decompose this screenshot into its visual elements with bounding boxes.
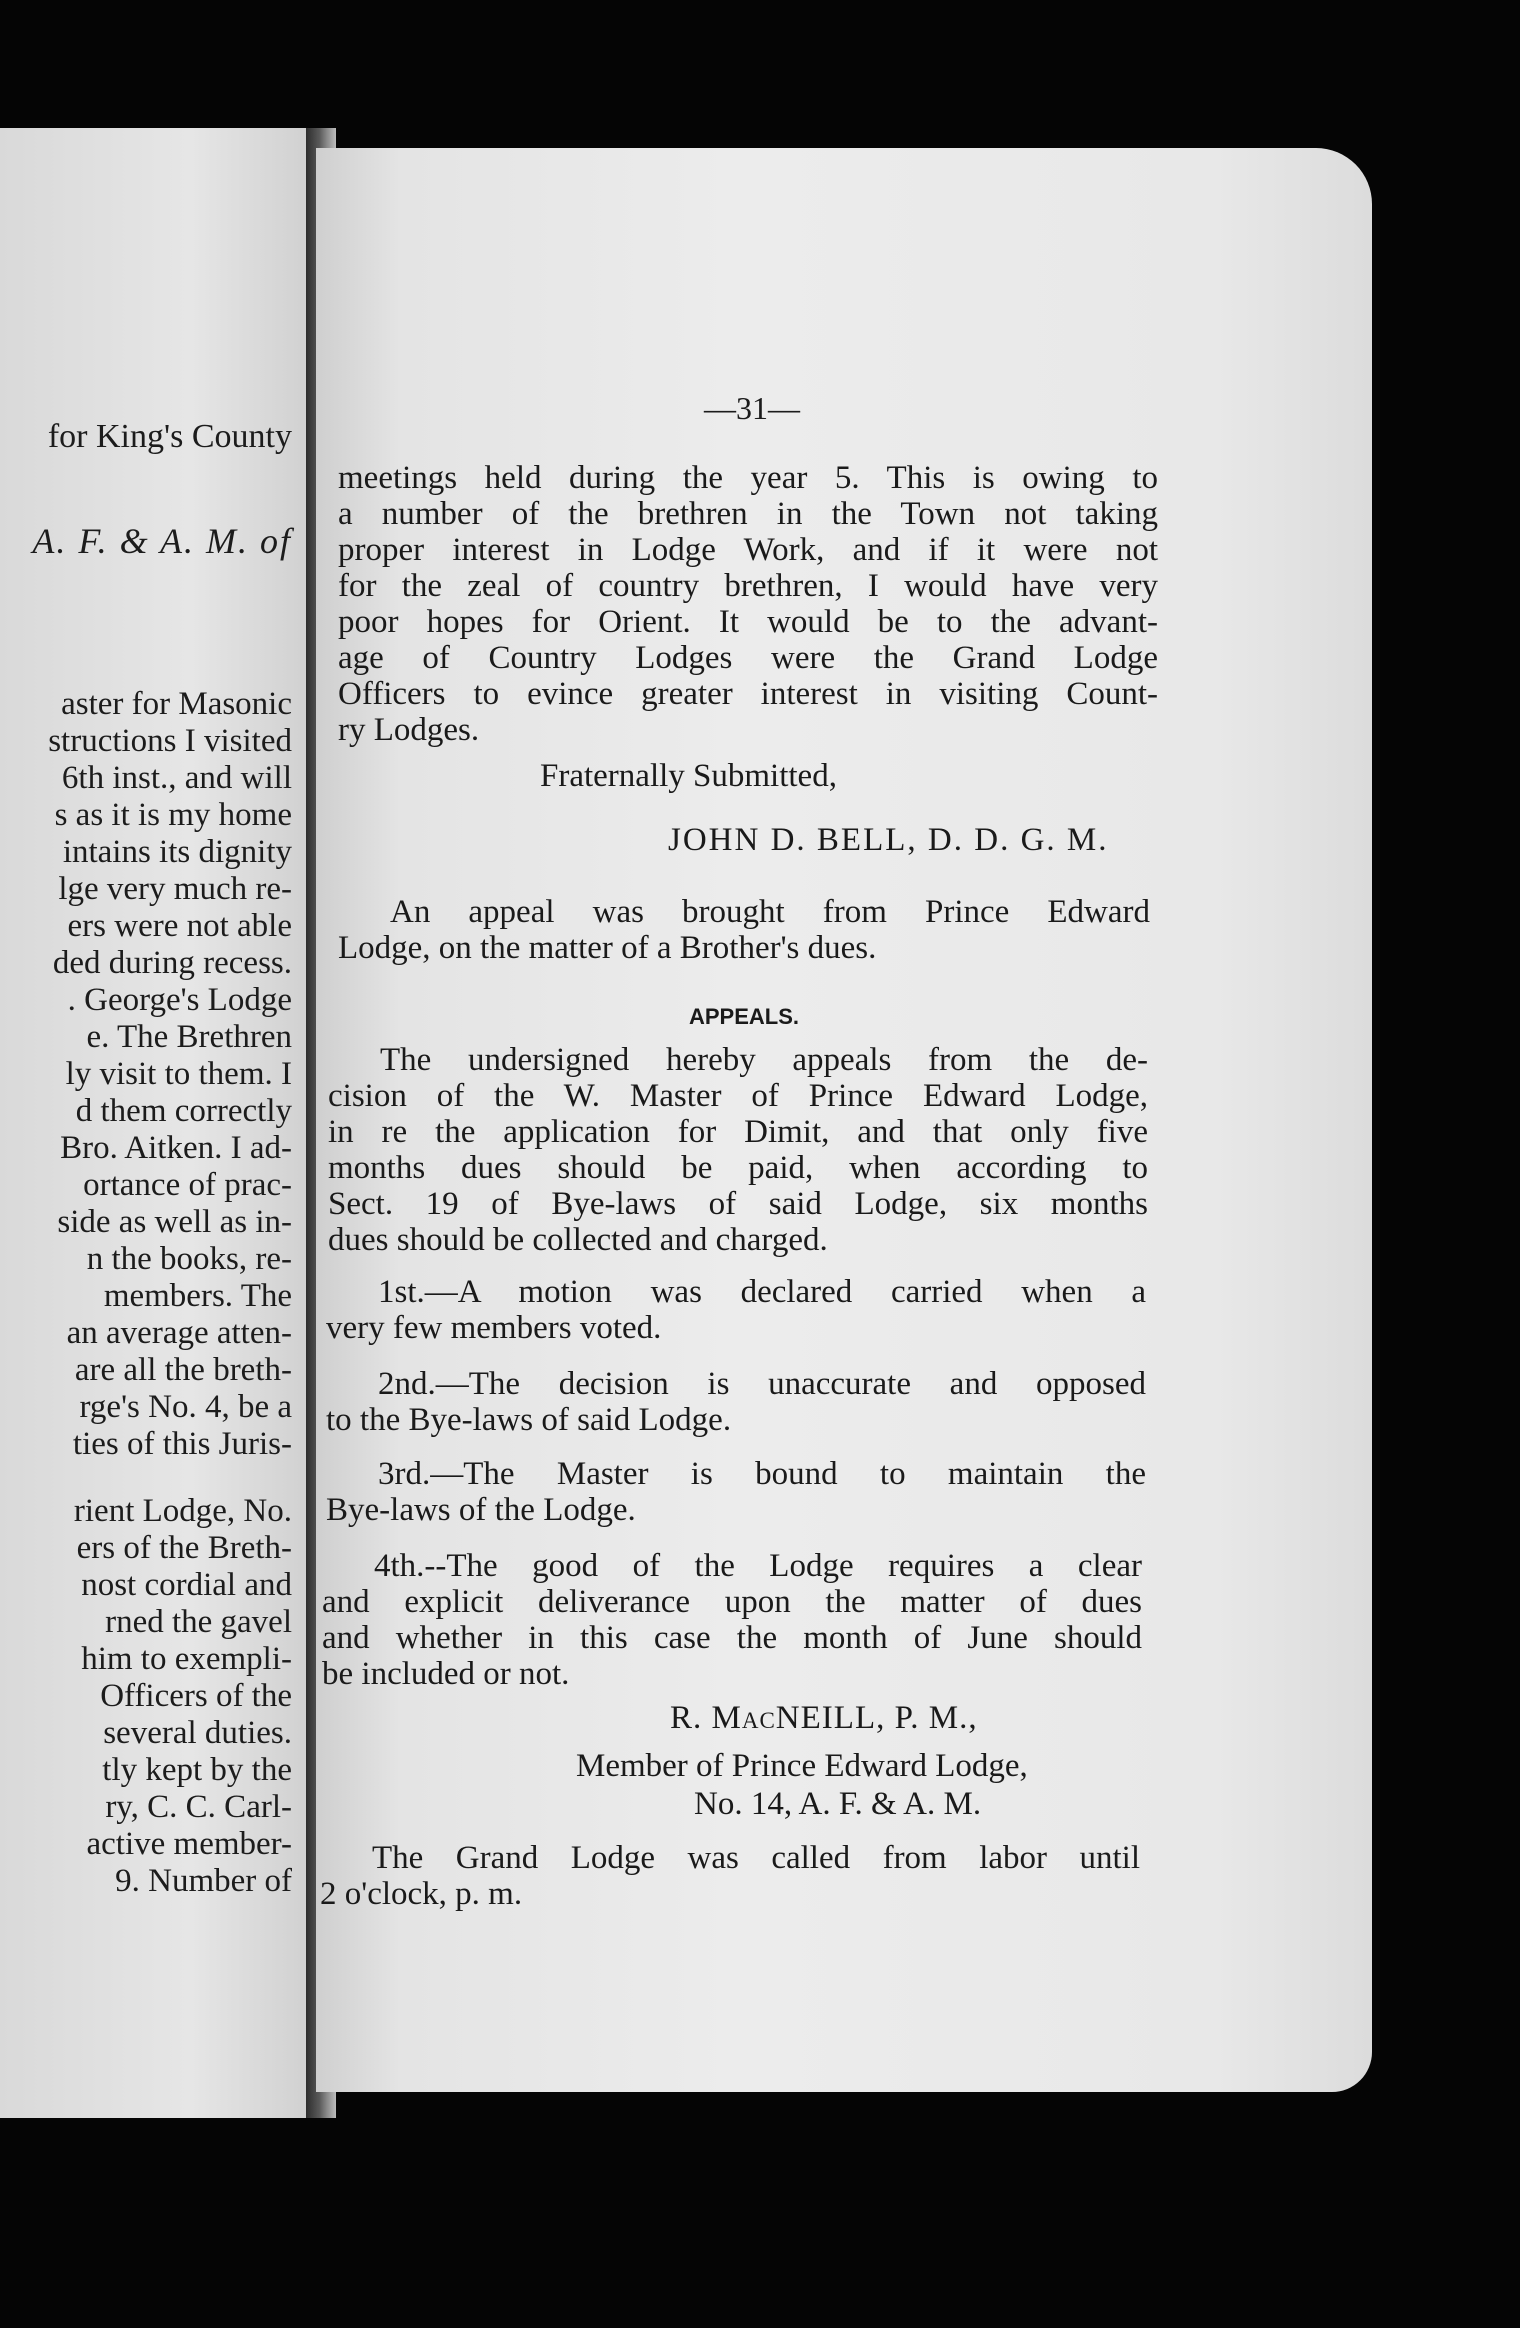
text-line: nost cordial and xyxy=(81,1567,292,1603)
text-line: and whether in this case the month of June should xyxy=(322,1620,1142,1656)
text-line: 2 o'clock, p. m. xyxy=(320,1876,523,1912)
text-line: ers were not able xyxy=(67,908,292,944)
text-line: 9. Number of xyxy=(115,1863,292,1899)
appellant-name: R. MacNEILL, P. M., xyxy=(670,1700,978,1736)
text-line: active member- xyxy=(86,1826,292,1862)
text-line: e. The Brethren xyxy=(86,1019,292,1055)
text-line: be included or not. xyxy=(322,1656,570,1692)
text-line: Sect. 19 of Bye-laws of said Lodge, six months xyxy=(328,1186,1148,1222)
text-line: Officers to evince greater interest in visiting Count- xyxy=(338,676,1158,712)
text-line: ry Lodges. xyxy=(338,712,480,748)
text-line: rge's No. 4, be a xyxy=(79,1389,292,1425)
text-line: Lodge, on the matter of a Brother's dues. xyxy=(338,930,877,966)
text-line: tly kept by the xyxy=(102,1752,292,1788)
text-line: structions I visited xyxy=(48,723,292,759)
text-line: 4th.--The good of the Lodge requires a clear xyxy=(374,1548,1142,1584)
text-line: side as well as in- xyxy=(57,1204,292,1240)
text-line: An appeal was brought from Prince Edward xyxy=(390,894,1150,930)
text-line: an average atten- xyxy=(66,1315,292,1351)
text-line: proper interest in Lodge Work, and if it were not xyxy=(338,532,1158,568)
text-line: Bye-laws of the Lodge. xyxy=(326,1492,636,1528)
page-number: —31— xyxy=(704,390,800,426)
text-line: ded during recess. xyxy=(52,945,292,981)
appellant-role-line-2: No. 14, A. F. & A. M. xyxy=(694,1786,982,1822)
appeals-heading: APPEALS. xyxy=(688,1004,800,1029)
text-line: several duties. xyxy=(103,1715,292,1751)
appellant-role-line-1: Member of Prince Edward Lodge, xyxy=(576,1748,1028,1784)
text-line: and explicit deliverance upon the matter of dues xyxy=(322,1584,1142,1620)
text-line: to the Bye-laws of said Lodge. xyxy=(326,1402,732,1438)
text-line: ry, C. C. Carl- xyxy=(105,1789,292,1825)
report-paragraph xyxy=(338,460,1158,748)
left-page xyxy=(0,128,318,2118)
text-line: The Grand Lodge was called from labor until xyxy=(372,1840,1140,1876)
text-line: d them correctly xyxy=(75,1093,292,1129)
text-line: 1st.—A motion was declared carried when a xyxy=(378,1274,1146,1310)
text-line: Bro. Aitken. I ad- xyxy=(60,1130,292,1166)
text-line: dues should be collected and charged. xyxy=(328,1222,828,1258)
point-3 xyxy=(326,1456,1146,1528)
text-line: rned the gavel xyxy=(105,1604,292,1640)
point-2 xyxy=(326,1366,1146,1438)
text-line: a number of the brethren in the Town not taking xyxy=(338,496,1158,532)
text-line: cision of the W. Master of Prince Edward Lodge, xyxy=(328,1078,1148,1114)
text-line: him to exempli- xyxy=(81,1641,292,1677)
closing-salutation: Fraternally Submitted, xyxy=(540,758,837,794)
appeals-heading-row xyxy=(338,1004,1150,1034)
paragraph-gap xyxy=(0,1463,292,1493)
text-line: 2nd.—The decision is unaccurate and opposed xyxy=(378,1366,1146,1402)
text-line: months dues should be paid, when according to xyxy=(328,1150,1148,1186)
text-line: n the books, re- xyxy=(86,1241,292,1277)
text-line: s as it is my home xyxy=(54,797,292,833)
point-4 xyxy=(322,1548,1142,1692)
text-line: ortance of prac- xyxy=(83,1167,292,1203)
text-line: very few members voted. xyxy=(326,1310,662,1346)
text-line: rient Lodge, No. xyxy=(73,1493,292,1529)
text-line: ties of this Juris- xyxy=(72,1426,292,1462)
signature: JOHN D. BELL, D. D. G. M. xyxy=(668,822,1109,858)
text-line: for the zeal of country brethren, I would have very xyxy=(338,568,1158,604)
text-line: 3rd.—The Master is bound to maintain the xyxy=(378,1456,1146,1492)
appeal-intro xyxy=(338,894,1150,966)
text-line: aster for Masonic xyxy=(61,686,292,722)
text-line: Officers of the xyxy=(100,1678,292,1714)
left-page-title: A. F. & A. M. of xyxy=(32,521,292,561)
text-line: meetings held during the year 5. This is owing to xyxy=(338,460,1158,496)
text-line: age of Country Lodges were the Grand Lodge xyxy=(338,640,1158,676)
text-line: intains its dignity xyxy=(62,834,292,870)
text-line: poor hopes for Orient. It would be to the advant- xyxy=(338,604,1158,640)
left-page-header: for King's County xyxy=(47,418,292,455)
left-page-body xyxy=(0,686,292,1900)
text-line: members. The xyxy=(103,1278,292,1314)
text-line: lge very much re- xyxy=(58,871,292,907)
text-line: ers of the Breth- xyxy=(76,1530,292,1566)
adjournment-paragraph xyxy=(320,1840,1140,1912)
text-line: 6th inst., and will xyxy=(61,760,292,796)
text-line: in re the application for Dimit, and that only five xyxy=(328,1114,1148,1150)
appeal-text xyxy=(328,1042,1148,1258)
point-1 xyxy=(326,1274,1146,1346)
text-line: The undersigned hereby appeals from the de- xyxy=(380,1042,1148,1078)
text-line: . George's Lodge xyxy=(67,982,292,1018)
text-line: are all the breth- xyxy=(74,1352,292,1388)
text-line: ly visit to them. I xyxy=(65,1056,292,1092)
